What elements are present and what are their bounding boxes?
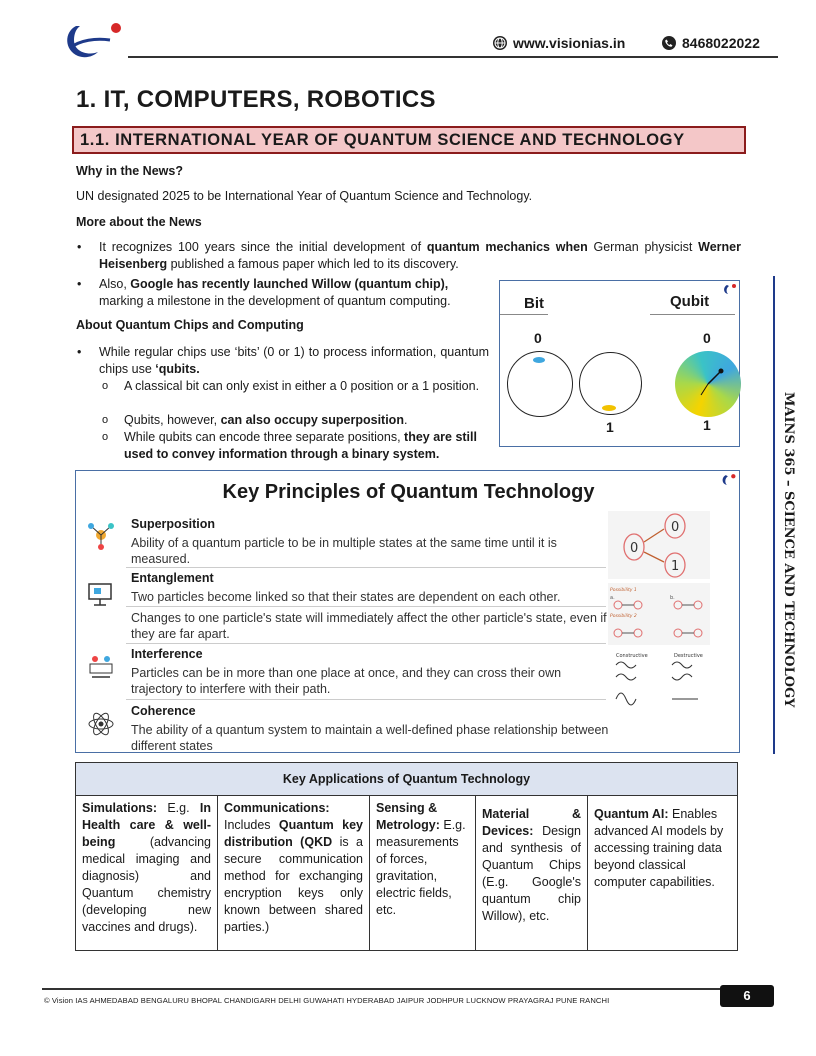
more-b2-text: Also, — [99, 277, 131, 291]
diagram-zero-right: 0 — [671, 520, 680, 535]
diagram-one-right: 1 — [671, 559, 680, 574]
bit-one: 1 — [606, 419, 614, 435]
about-bullet-1 — [99, 344, 489, 378]
app-col5-text: Enables advanced AI models by accessing training data beyond classical computer capabilities. — [594, 807, 724, 889]
principle-coherence-name: Coherence — [131, 704, 196, 718]
constructive-label: Constructive — [616, 653, 648, 659]
about-s3-bold: they are still used to convey information through a binary system. — [124, 430, 477, 461]
vision-ias-logo — [62, 18, 124, 62]
about-b1-text: While regular chips use ‘bits’ (0 or 1) to process information, quantum chips use — [99, 345, 489, 376]
about-s2-text: Qubits, however, — [124, 413, 221, 427]
principle-coherence-text: The ability of a quantum system to maintain a well-defined phase relationship between different states — [131, 723, 609, 753]
app-col-quantum-ai — [588, 796, 737, 950]
more-bullet-2 — [99, 276, 491, 310]
more-bullet-1 — [99, 239, 741, 273]
about-sub-1: o A classical bit can only exist in either a 0 position or a 1 position. — [124, 378, 489, 395]
superposition-icon — [86, 521, 116, 551]
principles-title: Key Principles of Quantum Technology — [222, 481, 595, 503]
principle-entanglement-name: Entanglement — [131, 571, 214, 585]
footer-rule — [42, 988, 722, 990]
phone-text[interactable]: 8468022022 — [682, 35, 760, 51]
app-col-communications — [218, 796, 370, 950]
bit-qubit-figure — [499, 280, 740, 447]
more-b2-bold: Google has recently launched Willow (quantum chip), — [130, 277, 449, 291]
more-b1-name: Werner Heisenberg — [99, 240, 741, 271]
app-col1-text: (advancing medical imaging and diagnosis) and Quantum chemistry (developing new vaccines and drugs). — [82, 835, 211, 934]
principle-entanglement-text2: Changes to one particle's state will immediately affect the other particle's state, even if they are far apart. — [131, 611, 607, 641]
section-title: 1.1. INTERNATIONAL YEAR OF QUANTUM SCIENCE AND TECHNOLOGY — [80, 131, 685, 149]
globe-icon — [493, 36, 507, 50]
chapter-title: 1. IT, COMPUTERS, ROBOTICS — [76, 86, 436, 113]
coherence-icon — [86, 709, 116, 739]
app-col4-text: Design and synthesis of Quantum Chips (E.g. Google's quantum chip Willow), etc. — [482, 824, 581, 923]
about-s2-bold: can also occupy superposition — [220, 413, 404, 427]
app-col4-head: Material & Devices: — [482, 807, 581, 838]
about-s3-text: While qubits can encode three separate positions, — [124, 430, 405, 444]
more-b1-text: It recognizes 100 years since the initial development of — [99, 240, 427, 254]
bit-one-circle — [579, 352, 642, 415]
app-col2-text: is a secure communication method for exchanging encryption keys only known between shared parties.) — [224, 835, 363, 934]
qubit-zero: 0 — [703, 330, 711, 346]
app-col1-bold: In Health care & well-being — [82, 801, 211, 849]
diagram-b-label: b. — [670, 595, 675, 601]
possibility-2-label: Possibility 2 — [610, 614, 637, 619]
possibility-1-label: Possibility 1 — [610, 588, 637, 593]
why-heading: Why in the News? — [76, 164, 183, 178]
header-rule — [128, 56, 778, 58]
app-col3-text: E.g. measurements of forces, gravitation, electric fields, etc. — [376, 818, 466, 917]
about-sub-3 — [124, 429, 489, 463]
phone-contact[interactable] — [662, 35, 760, 51]
diagram-zero-left: 0 — [630, 541, 639, 556]
superposition-diagram — [608, 511, 710, 579]
app-col2-inc: Includes — [224, 818, 279, 832]
entanglement-icon — [86, 579, 116, 609]
website-text[interactable]: www.visionias.in — [513, 35, 626, 51]
about-b1-bold: ‘qubits. — [155, 362, 200, 376]
footer-text: © Vision IAS AHMEDABAD BENGALURU BHOPAL CHANDIGARH DELHI GUWAHATI HYDERABAD JAIPUR JODHPUR LUCKNOW PRAYAGRAJ PUNE RANCHI — [44, 996, 610, 1005]
about-heading: About Quantum Chips and Computing — [76, 318, 304, 332]
website-contact[interactable] — [493, 35, 625, 51]
app-col2-bold: Quantum key distribution (QKD — [224, 818, 363, 849]
section-title-bar — [72, 126, 746, 154]
qubit-label: Qubit — [670, 293, 710, 310]
phone-icon — [662, 36, 676, 50]
interference-diagram — [608, 649, 710, 717]
entanglement-diagram — [608, 583, 710, 645]
more-b1-text3: published a famous paper which led to its discovery. — [167, 257, 459, 271]
more-b1-bold: quantum mechanics when — [426, 240, 588, 254]
about-s2-end: . — [403, 413, 408, 427]
qubit-sphere — [675, 351, 741, 417]
side-label-wrap — [774, 392, 798, 708]
about-sub-2 — [124, 412, 489, 429]
app-col1-eg: E.g. — [157, 801, 200, 815]
more-b2-text2: marking a milestone in the development of quantum computing. — [99, 294, 451, 308]
page-number: 6 — [720, 985, 774, 1007]
principle-interference-text: Particles can be in more than one place at once, and they can cross their own trajectory to interfere with their path. — [131, 666, 562, 696]
bit-zero: 0 — [534, 330, 542, 346]
key-principles-panel — [75, 470, 740, 753]
app-col1-head: Simulations: — [82, 801, 158, 815]
qubit-one: 1 — [703, 417, 711, 433]
logo-mark-icon — [723, 283, 737, 295]
more-b1-text2: German physicist — [587, 240, 699, 254]
destructive-label: Destructive — [674, 653, 703, 659]
bit-label: Bit — [524, 295, 544, 312]
principle-superposition-name: Superposition — [131, 517, 216, 531]
principle-superposition-text: Ability of a quantum particle to be in multiple states at the same time until it is measured. — [131, 536, 557, 566]
more-heading: More about the News — [76, 215, 202, 229]
applications-table — [75, 762, 738, 951]
app-col-sensing — [370, 796, 476, 950]
app-col-materials — [476, 796, 588, 950]
why-text: UN designated 2025 to be International Year of Quantum Science and Technology. — [76, 189, 533, 203]
diagram-a-label: a. — [610, 595, 615, 601]
bit-zero-circle — [507, 351, 573, 417]
principle-entanglement-text: Two particles become linked so that their states are dependent on each other. — [131, 590, 561, 604]
app-col2-head: Communications: — [224, 801, 330, 815]
applications-title: Key Applications of Quantum Technology — [76, 763, 737, 796]
app-col5-head: Quantum AI: — [594, 807, 669, 821]
side-label: MAINS 365 – SCIENCE AND TECHNOLOGY — [781, 392, 796, 708]
app-col3-head: Sensing & Metrology: — [376, 801, 440, 832]
app-col-simulations — [76, 796, 218, 950]
principle-interference-name: Interference — [131, 647, 203, 661]
interference-icon — [86, 651, 116, 681]
